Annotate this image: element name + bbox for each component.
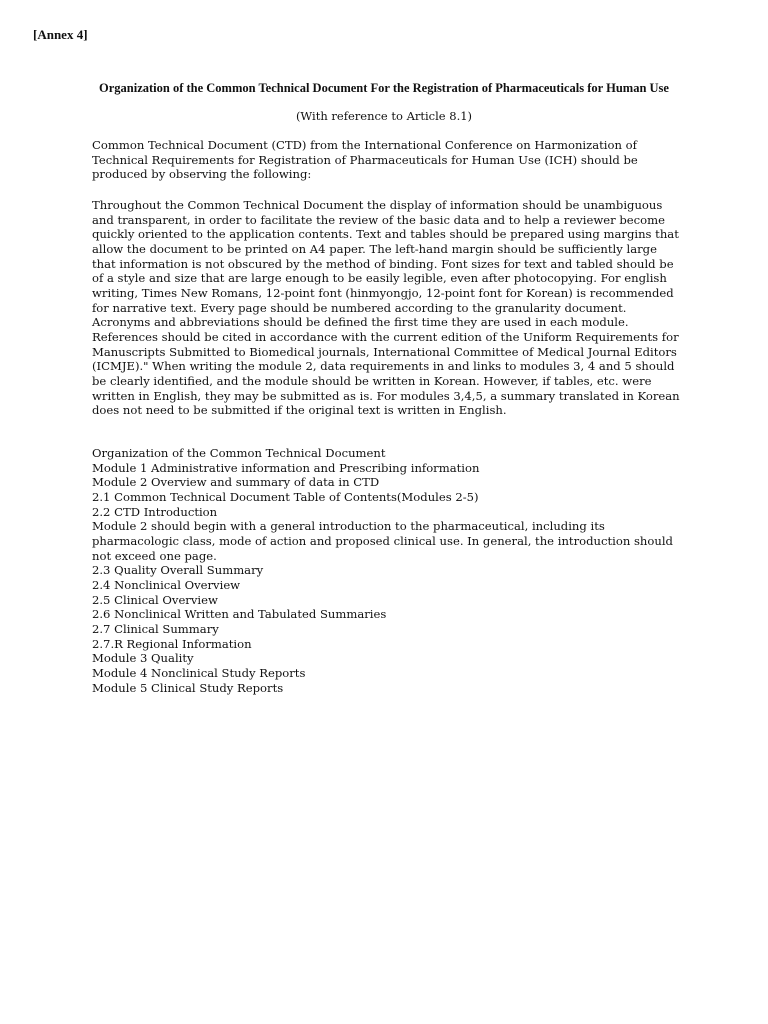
outline-item-2-2-description: Module 2 should begin with a general introduction to the pharmaceutical, including its pharmacologic class, mode of action and proposed clinical use. In general, the introduction should not exceed one page. <box>92 519 673 563</box>
outline-item-2-3: 2.3 Quality Overall Summary <box>92 563 264 578</box>
outline-item-2-1: 2.1 Common Technical Document Table of Contents(Modules 2-5) <box>92 489 479 504</box>
outline-item-2-5: 2.5 Clinical Overview <box>92 592 218 607</box>
ctd-outline <box>92 446 680 695</box>
outline-module-2: Module 2 Overview and summary of data in CTD <box>92 475 380 490</box>
outline-item-2-2: 2.2 CTD Introduction <box>92 504 218 519</box>
guidelines-text: Throughout the Common Technical Document the display of information should be unambiguous and transparent, in order to facilitate the review of the basic data and to help a reviewer become quickly oriented to the application contents. Text and tables should be prepared using margins that allow the document to be printed on A4 paper. The left-hand margin should be sufficiently large that information is not obscured by the method of binding. Font sizes for text and tabled should be of a style and size that are large enough to be easily legible, even after photocopying. For english writing, Times New Romans, 12-point font (hinmyongjo, 12-point font for Korean) is recommended for narrative text. Every page should be numbered according to the granularity document. Acronyms and abbreviations should be defined the first time they are used in each module. References should be cited in accordance with the current edition of the Uniform Requirements for Manuscripts Submitted to Biomedical journals, International Committee of Medical Journal Editors (ICMJE)." When writing the module 2, data requirements in and links to modules 3, 4 and 5 should be clearly identified, and the module should be written in Korean. However, if tables, etc. were written in English, they may be submitted as is. For modules 3,4,5, a summary translated in Korean does not need to be submitted if the original text is written in English. <box>92 198 680 418</box>
document-title: Organization of the Common Technical Document For the Registration of Pharmaceuticals for Human Use <box>99 81 669 95</box>
intro-text: Common Technical Document (CTD) from the International Conference on Harmonization of Technical Requirements for Registration of Pharmaceuticals for Human Use (ICH) should be produced by observing the following: <box>92 138 638 182</box>
document-subtitle: (With reference to Article 8.1) <box>295 109 473 123</box>
outline-heading: Organization of the Common Technical Document <box>92 446 386 460</box>
outline-item-2-7-r: 2.7.R Regional Information <box>92 636 252 651</box>
outline-module-3: Module 3 Quality <box>92 651 194 666</box>
outline-module-4: Module 4 Nonclinical Study Reports <box>92 665 306 680</box>
outline-item-2-7: 2.7 Clinical Summary <box>92 621 219 636</box>
outline-module-1: Module 1 Administrative information and Prescribing information <box>92 460 480 475</box>
annex-label: [Annex 4] <box>33 27 88 42</box>
guidelines-paragraph <box>92 198 680 418</box>
intro-paragraph <box>92 138 680 182</box>
outline-item-2-6: 2.6 Nonclinical Written and Tabulated Summaries <box>92 607 387 622</box>
outline-module-5: Module 5 Clinical Study Reports <box>92 680 284 695</box>
outline-item-2-4: 2.4 Nonclinical Overview <box>92 577 241 592</box>
